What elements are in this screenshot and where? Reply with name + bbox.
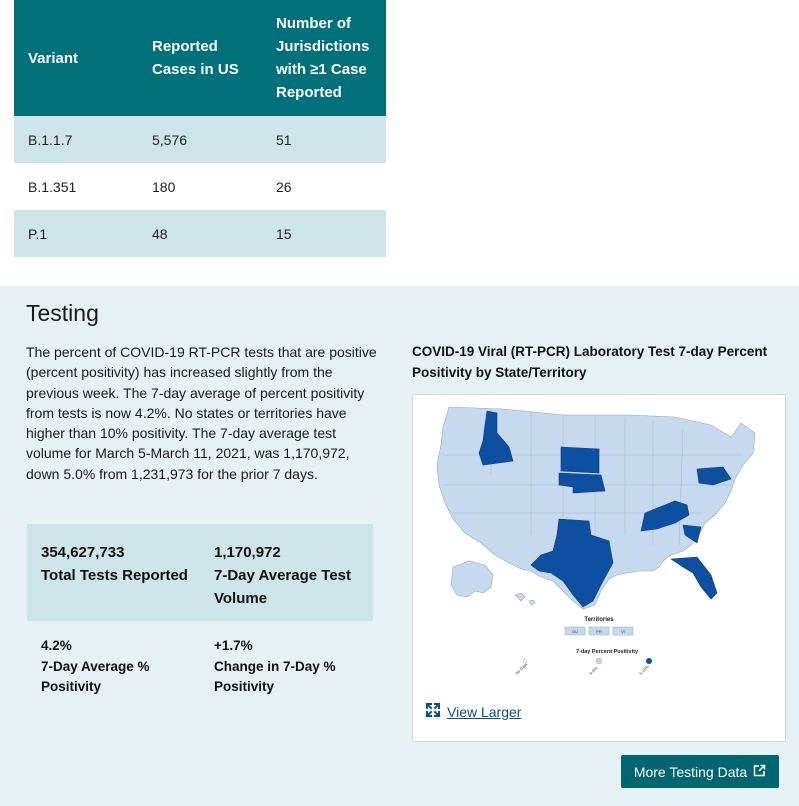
variant-cell: B.1.1.7	[14, 116, 138, 163]
south-dakota-shape	[561, 447, 599, 473]
legend-low-swatch	[596, 658, 602, 664]
variant-table-header-row	[14, 0, 386, 116]
more-testing-data-label: More Testing Data	[633, 763, 748, 780]
variant-cell: B.1.351	[14, 163, 138, 210]
change-value: +1.7%	[214, 638, 253, 653]
legend-title: 7-day Percent Positivity	[575, 649, 639, 655]
cases-cell: 5,576	[138, 116, 262, 163]
total-tests-value: 354,627,733	[41, 544, 125, 561]
legend-low-label: 0-5%	[588, 665, 599, 676]
hawaii-shape	[515, 593, 535, 605]
territory-pr-label: PR	[596, 629, 602, 634]
map-title: COVID-19 Viral (RT-PCR) Laboratory Test 7-day Percent Positivity by State/Territory	[412, 344, 768, 380]
map-card[interactable]	[412, 394, 786, 742]
variant-table	[14, 0, 386, 257]
testing-section	[0, 286, 799, 806]
table-row	[14, 163, 386, 210]
legend-high-swatch	[646, 658, 652, 664]
territories-label: Territories	[584, 617, 614, 623]
header-variant: Variant	[14, 0, 138, 116]
jurisdictions-cell: 15	[262, 210, 386, 257]
external-link-icon	[753, 764, 766, 780]
more-testing-data-button[interactable]	[621, 755, 779, 788]
view-larger-link[interactable]	[425, 702, 521, 721]
expand-icon	[425, 702, 441, 721]
testing-paragraph: The percent of COVID-19 RT-PCR tests that are positive (percent positivity) has increased slightly from the previous week. The 7-day average of percent positivity from tests is now 4.2%. No states or territories have higher than 10% positivity. The 7-day average test volume for March 5-March 11, 2021, was 1,170,972, down 5.0% from 1,231,973 for the prior 7 days.	[26, 344, 377, 482]
territory-vi-label: VI	[621, 629, 625, 634]
positivity-label: 7-Day Average % Positivity	[41, 658, 150, 694]
change-label: Change in 7-Day % Positivity	[214, 658, 336, 694]
view-larger-label[interactable]: View Larger	[447, 703, 522, 720]
jurisdictions-cell: 51	[262, 116, 386, 163]
header-jurisdictions: Number of Jurisdictions with ≥1 Case Reported	[262, 0, 386, 116]
total-tests-stat	[41, 541, 201, 587]
table-row	[14, 116, 386, 163]
variant-cell: P.1	[14, 210, 138, 257]
legend-nodata-label: No Data	[514, 661, 529, 676]
territory-gu-label: GU	[572, 629, 578, 634]
stats-box	[27, 524, 373, 621]
avg-volume-value: 1,170,972	[214, 544, 281, 561]
header-reported-cases: Reported Cases in US	[138, 0, 262, 116]
change-stat	[214, 636, 364, 698]
testing-heading: Testing	[26, 300, 99, 326]
us-positivity-map[interactable]	[413, 395, 785, 741]
avg-volume-stat	[214, 541, 374, 610]
avg-volume-label: 7-Day Average Test Volume	[214, 567, 352, 607]
florida-shape	[671, 557, 717, 599]
total-tests-label: Total Tests Reported	[41, 567, 188, 584]
positivity-value: 4.2%	[41, 638, 72, 653]
alaska-shape	[451, 561, 493, 597]
jurisdictions-cell: 26	[262, 163, 386, 210]
table-row	[14, 210, 386, 257]
positivity-stat	[41, 636, 191, 698]
cases-cell: 48	[138, 210, 262, 257]
cases-cell: 180	[138, 163, 262, 210]
legend-high-label: 5-10%	[638, 663, 650, 676]
